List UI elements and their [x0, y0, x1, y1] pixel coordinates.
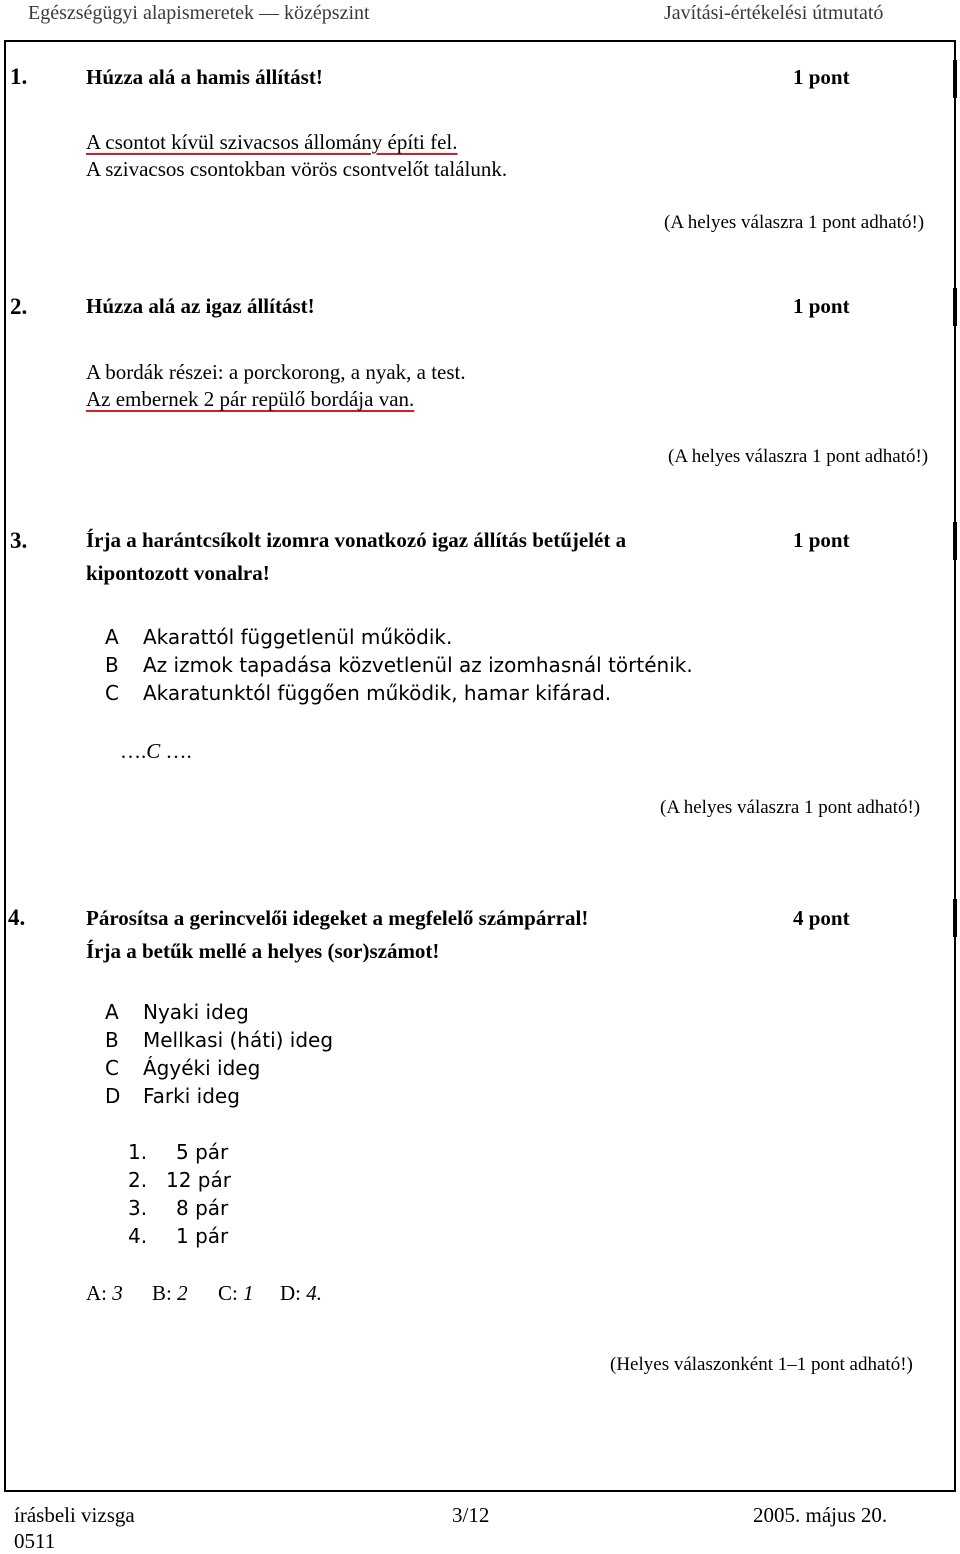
q4-option-d — [105, 1084, 240, 1108]
q3-title-line1: Írja a harántcsíkolt izomra vonatkozó igaz állítás betűjelét a — [86, 528, 627, 552]
points-bar-q3 — [953, 522, 957, 560]
q3-points: 1 pont — [793, 528, 850, 552]
q3-option-a — [105, 625, 452, 649]
q1-statement-2: A szivacsos csontokban vörös csontvelőt találunk. — [86, 157, 508, 181]
q3-option-text: Akarattól függetlenül működik. — [143, 625, 453, 649]
q4-note: (Helyes válaszonként 1–1 pont adható!) — [610, 1354, 913, 1375]
q3-note: (A helyes válaszra 1 pont adható!) — [660, 797, 921, 818]
q4-number-text: 8 pár — [176, 1196, 229, 1220]
points-bar-q1 — [953, 60, 957, 98]
q2-statement-2: Az embernek 2 pár repülő bordája van. — [86, 387, 415, 411]
q3-answer-suffix: …. — [160, 739, 192, 763]
q4-number-text: 12 pár — [166, 1168, 231, 1192]
footer-date: 2005. május 20. — [753, 1503, 888, 1527]
q3-option-letter: A — [105, 625, 119, 649]
q1-title: Húzza alá a hamis állítást! — [86, 65, 323, 89]
q4-option-letter: B — [105, 1028, 119, 1052]
q4-number: 4. — [8, 905, 26, 930]
q4-number-2 — [128, 1168, 231, 1192]
q4-answer-c: C: 1 — [218, 1281, 254, 1305]
q3-option-letter: C — [105, 681, 119, 705]
q1-statement-1: A csontot kívül szivacsos állomány építi fel. — [86, 130, 458, 154]
q4-number-index: 2. — [128, 1168, 148, 1192]
q4-option-text: Ágyéki ideg — [143, 1056, 261, 1080]
header-left: Egészségügyi alapismeretek — középszint — [28, 2, 370, 24]
q1-note: (A helyes válaszra 1 pont adható!) — [664, 212, 925, 233]
footer-exam-type: írásbeli vizsga — [14, 1503, 135, 1527]
q4-answers — [86, 1281, 322, 1306]
footer-page-number: 3/12 — [452, 1503, 490, 1527]
q2-statement-1: A bordák részei: a porckorong, a nyak, a test. — [86, 360, 466, 384]
q4-option-c — [105, 1056, 260, 1080]
q4-number-index: 1. — [128, 1140, 148, 1164]
header-right: Javítási-értékelési útmutató — [664, 2, 884, 24]
q4-number-index: 4. — [128, 1224, 148, 1248]
q4-option-text: Nyaki ideg — [143, 1000, 249, 1024]
q4-option-letter: A — [105, 1000, 119, 1024]
q3-answer-value: C — [146, 739, 161, 763]
q3-option-text: Akaratunktól függően működik, hamar kifárad. — [143, 681, 612, 705]
q4-option-text: Farki ideg — [143, 1084, 240, 1108]
q4-points: 4 pont — [793, 906, 850, 930]
q1-points: 1 pont — [793, 65, 850, 89]
q4-answer-b: B: 2 — [152, 1281, 188, 1305]
points-bar-q2 — [953, 288, 957, 326]
q4-number-1 — [128, 1140, 228, 1164]
q4-title-line2: Írja a betűk mellé a helyes (sor)számot! — [86, 939, 440, 963]
q3-option-c — [105, 681, 611, 705]
q3-option-b — [105, 653, 693, 677]
q4-number-text: 5 pár — [176, 1140, 229, 1164]
q3-option-letter: B — [105, 653, 119, 677]
q2-points: 1 pont — [793, 294, 850, 318]
q4-number-text: 1 pár — [176, 1224, 229, 1248]
q4-option-letter: D — [105, 1084, 121, 1108]
q4-number-index: 3. — [128, 1196, 148, 1220]
answer-frame — [4, 40, 956, 1492]
q4-option-text: Mellkasi (háti) ideg — [143, 1028, 334, 1052]
q1-number: 1. — [10, 64, 28, 89]
q2-note: (A helyes válaszra 1 pont adható!) — [668, 446, 929, 467]
q4-option-a — [105, 1000, 249, 1024]
q4-title-line1: Párosítsa a gerincvelői idegeket a megfelelő számpárral! — [86, 906, 589, 930]
q2-number: 2. — [10, 294, 28, 319]
q4-number-3 — [128, 1196, 228, 1220]
points-bar-q4 — [953, 899, 957, 937]
q3-option-text: Az izmok tapadása közvetlenül az izomhasnál történik. — [143, 653, 693, 677]
q4-answer-a: A: 3 — [86, 1281, 123, 1305]
q3-answer-prefix: …. — [120, 739, 147, 763]
q3-number: 3. — [10, 528, 28, 553]
q2-title: Húzza alá az igaz állítást! — [86, 294, 315, 318]
q4-option-letter: C — [105, 1056, 119, 1080]
q4-answer-d: D: 4. — [280, 1281, 323, 1305]
q4-number-4 — [128, 1224, 228, 1248]
q4-option-b — [105, 1028, 333, 1052]
q3-answer-line — [120, 739, 192, 764]
footer-code: 0511 — [14, 1529, 56, 1553]
q3-title-line2: kipontozott vonalra! — [86, 561, 270, 585]
